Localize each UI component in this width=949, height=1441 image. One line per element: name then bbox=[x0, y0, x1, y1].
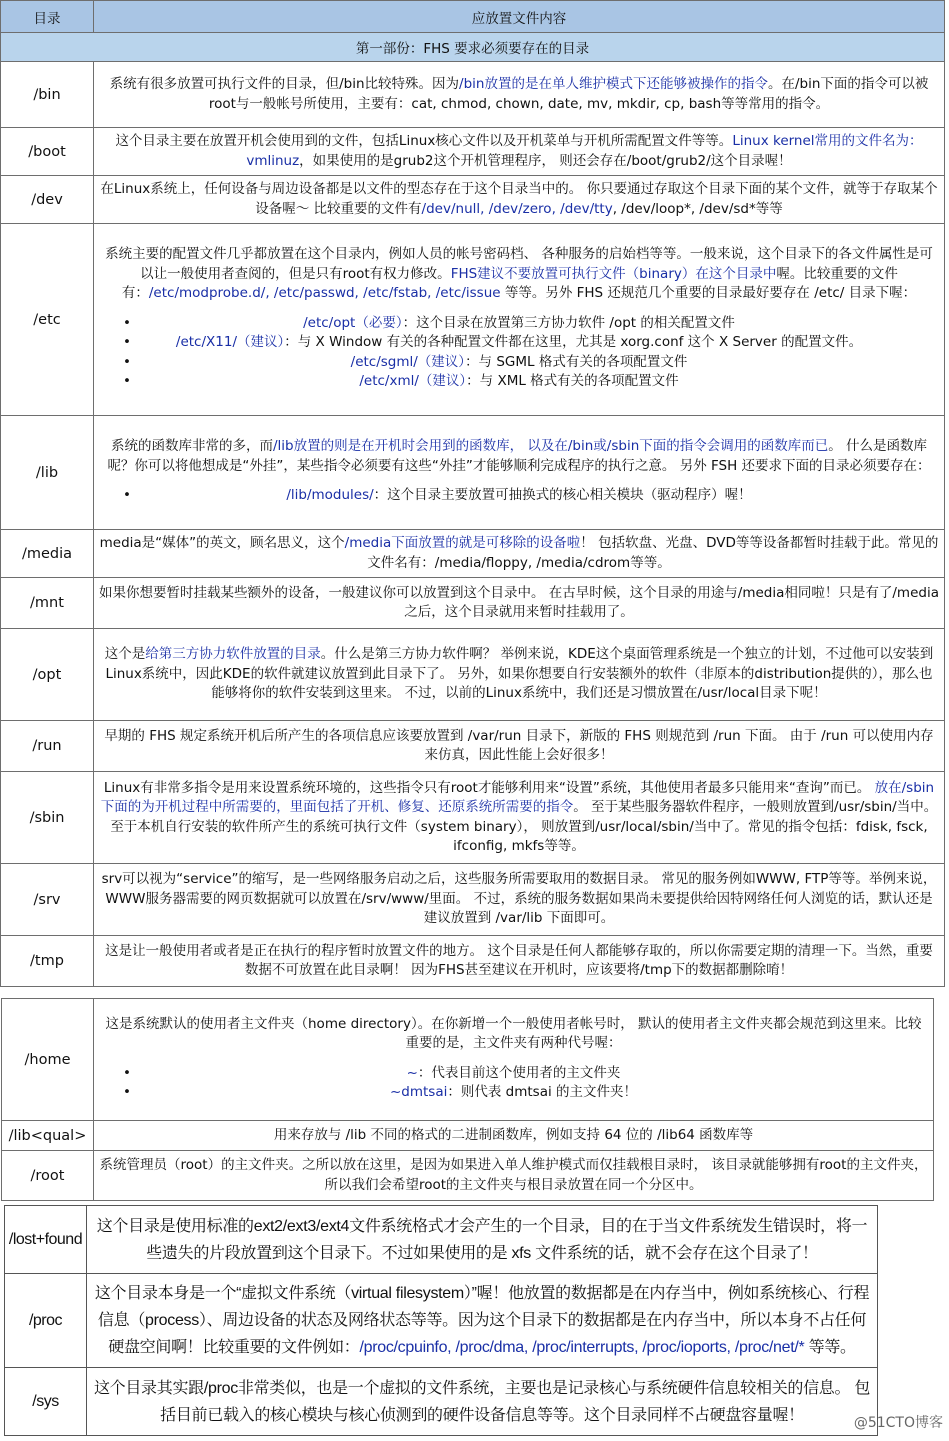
dir-name: /lost+found bbox=[5, 1206, 87, 1274]
dir-description: 在Linux系统上，任何设备与周边设备都是以文件的型态存在于这个目录当中的。 你只要通过存取这个目录下面的某个文件，就等于存取某个设备喔～ 比较重要的文件有/dev/null, /dev/zero, /dev/tty, /dev/loop*, /dev/sd*等等 bbox=[94, 176, 945, 224]
table-row-libqual bbox=[2, 1121, 934, 1151]
dir-description: 这是让一般使用者或者是正在执行的程序暂时放置文件的地方。 这个目录是任何人都能够存取的，所以你需要定期的清理一下。当然，重要数据不可放置在此目录啊！ 因为FHS甚至建议在开机时，应该要将/tmp下的数据都删除唷！ bbox=[94, 936, 945, 987]
list-item: • /lib/modules/：这个目录主要放置可抽换式的核心相关模块（驱动程序）喔！ bbox=[99, 486, 939, 506]
dir-description: 这个是给第三方协力软件放置的目录。什么是第三方协力软件啊？ 举例来说，KDE这个桌面管理系统是一个独立的计划，不过他可以安装到Linux系统中，因此KDE的软件就建议放置到此目录下了。 另外，如果你想要自行安装额外的软件（非原本的distribution提供的），那么也能够将你的软件安装到这里来。 不过，以前的Linux系统中，我们还是习惯放置在/usr/local目录下呢！ bbox=[94, 629, 945, 721]
header-content: 应放置文件内容 bbox=[94, 1, 945, 33]
dir-description: 如果你想要暂时挂载某些额外的设备，一般建议你可以放置到这个目录中。 在古早时候，这个目录的用途与/media相同啦！只是有了/media之后，这个目录就用来暂时挂载用了。 bbox=[94, 578, 945, 629]
dir-description: srv可以视为“service”的缩写，是一些网络服务启动之后，这些服务所需要取用的数据目录。 常见的服务例如WWW, FTP等等。举例来说，WWW服务器需要的网页数据就可以放置在/srv/www/里面。 不过，系统的服务数据如果尚未要提供给因特网络任何人浏览的话，默认还是建议放置到 /var/lib 下面即可。 bbox=[94, 864, 945, 936]
dir-description: 系统的函数库非常的多，而/lib放置的则是在开机时会用到的函数库， 以及在/bin或/sbin下面的指令会调用的函数库而已。 什么是函数库呢？你可以将他想成是“外挂”，某些指令必须要有这些“外挂”才能够顺利完成程序的执行之意。 另外 FSH 还要求下面的目录必须要存在： • /lib/modules/：这个目录主要放置可抽换式的核心相关模块（驱动程序）喔！ bbox=[94, 416, 945, 530]
table-row-root bbox=[2, 1151, 934, 1201]
list-item: • /etc/xml/（建议）：与 XML 格式有关的各项配置文件 bbox=[99, 372, 939, 392]
table-row-sbin bbox=[1, 772, 945, 864]
table-row-run bbox=[1, 721, 945, 772]
dir-name: /lib<qual> bbox=[2, 1121, 94, 1151]
section-title: 第一部份：FHS 要求必须要存在的目录 bbox=[1, 33, 945, 62]
dir-name: /sys bbox=[5, 1368, 87, 1436]
dir-description: 系统管理员（root）的主文件夹。之所以放在这里，是因为如果进入单人维护模式而仅挂载根目录时， 该目录就能够拥有root的主文件夹，所以我们会希望root的主文件夹与根目录放置在同一个分区中。 bbox=[94, 1151, 934, 1201]
dir-name: /opt bbox=[1, 629, 94, 721]
dir-description: 这个目录是使用标准的ext2/ext3/ext4文件系统格式才会产生的一个目录，目的在于当文件系统发生错误时，将一些遗失的片段放置到这个目录下。不过如果使用的是 xfs 文件系统的话，就不会存在这个目录了！ bbox=[87, 1206, 878, 1274]
table-row-mnt bbox=[1, 578, 945, 629]
list-item: • /etc/opt（必要）：这个目录在放置第三方协力软件 /opt 的相关配置文件 bbox=[99, 314, 939, 334]
table-row-media bbox=[1, 530, 945, 578]
table-header-row bbox=[1, 1, 945, 33]
table-row-dev bbox=[1, 176, 945, 224]
dir-description: 系统有很多放置可执行文件的目录，但/bin比较特殊。因为/bin放置的是在单人维护模式下还能够被操作的指令。在/bin下面的指令可以被root与一般帐号所使用，主要有：cat, chmod, chown, date, mv, mkdir, cp, bash等等常用的指令。 bbox=[94, 62, 945, 128]
table-row-home bbox=[2, 999, 934, 1121]
dir-name: /media bbox=[1, 530, 94, 578]
watermark: @51CTO博客 bbox=[853, 1415, 943, 1431]
table-row-boot bbox=[1, 128, 945, 176]
table-row-etc bbox=[1, 224, 945, 416]
fhs-directory-table-2 bbox=[1, 998, 934, 1201]
dir-description: media是“媒体”的英文，顾名思义，这个/media下面放置的就是可移除的设备啦！ 包括软盘、光盘、DVD等等设备都暂时挂载于此。常见的文件名有：/media/floppy, /media/cdrom等等。 bbox=[94, 530, 945, 578]
dir-name: /sbin bbox=[1, 772, 94, 864]
table-row-bin bbox=[1, 62, 945, 128]
dir-name: /dev bbox=[1, 176, 94, 224]
table-row-tmp bbox=[1, 936, 945, 987]
dir-name: /bin bbox=[1, 62, 94, 128]
table-row-srv bbox=[1, 864, 945, 936]
dir-name: /etc bbox=[1, 224, 94, 416]
dir-description: 早期的 FHS 规定系统开机后所产生的各项信息应该要放置到 /var/run 目录下，新版的 FHS 则规范到 /run 下面。 由于 /run 可以使用内存来仿真，因此性能上会好很多！ bbox=[94, 721, 945, 772]
dir-name: /lib bbox=[1, 416, 94, 530]
section-row bbox=[1, 33, 945, 62]
dir-name: /mnt bbox=[1, 578, 94, 629]
dir-description: 这个目录本身是一个“虚拟文件系统（virtual filesystem）”喔！他放置的数据都是在内存当中，例如系统核心、行程信息（process）、周边设备的状态及网络状态等等。因为这个目录下的数据都是在内存当中，所以本身不占任何硬盘空间啊！比较重要的文件例如：/proc/cpuinfo, /proc/dma, /proc/interrupts, /proc/ioports, /proc/net/* 等等。 bbox=[87, 1274, 878, 1368]
dir-description: 系统主要的配置文件几乎都放置在这个目录内，例如人员的帐号密码档、 各种服务的启始档等等。一般来说，这个目录下的各文件属性是可以让一般使用者查阅的，但是只有root有权力修改。FHS建议不要放置可执行文件（binary）在这个目录中喔。比较重要的文件有：/etc/modprobe.d/, /etc/passwd, /etc/fstab, /etc/issue 等等。另外 FHS 还规范几个重要的目录最好要存在 /etc/ 目录下喔： • /etc/opt（必要）：这个目录在放置第三方协力软件 /opt 的相关配置文件 • /etc/X11/（建议）：与 X Window 有关的各种配置文件都在这里，尤其是 xorg.conf 这个 X Server 的配置文件。 • /etc/sgml/（建议）：与 SGML 格式有关的各项配置文件 • /etc/xml/（建议）：与 XML 格式有关的各项配置文件 bbox=[94, 224, 945, 416]
dir-description: 用来存放与 /lib 不同的格式的二进制函数库，例如支持 64 位的 /lib64 函数库等 bbox=[94, 1121, 934, 1151]
table-row-opt bbox=[1, 629, 945, 721]
dir-name: /home bbox=[2, 999, 94, 1121]
home-code-list bbox=[99, 1064, 928, 1103]
dir-description: 这是系统默认的使用者主文件夹（home directory）。在你新增一个一般使用者帐号时， 默认的使用者主文件夹都会规范到这里来。比较重要的是，主文件夹有两种代号喔： • ~：代表目前这个使用者的主文件夹 • ~dmtsai：则代表 dmtsai 的主文件夹！ bbox=[94, 999, 934, 1121]
dir-description: Linux有非常多指令是用来设置系统环境的，这些指令只有root才能够利用来“设置”系统，其他使用者最多只能用来“查询”而已。 放在/sbin下面的为开机过程中所需要的，里面包括了开机、修复、还原系统所需要的指令。 至于某些服务器软件程序，一般则放置到/usr/sbin/当中。至于本机自行安装的软件所产生的系统可执行文件（system binary）， 则放置到/usr/local/sbin/当中了。常见的指令包括：fdisk, fsck, ifconfig, mkfs等等。 bbox=[94, 772, 945, 864]
dir-name: /run bbox=[1, 721, 94, 772]
table-row-proc bbox=[5, 1274, 878, 1368]
dir-name: /proc bbox=[5, 1274, 87, 1368]
dir-description: 这个目录主要在放置开机会使用到的文件，包括Linux核心文件以及开机菜单与开机所需配置文件等等。Linux kernel常用的文件名为：vmlinuz，如果使用的是grub2这个开机管理程序， 则还会存在/boot/grub2/这个目录喔！ bbox=[94, 128, 945, 176]
header-directory: 目录 bbox=[1, 1, 94, 33]
list-item: • ~：代表目前这个使用者的主文件夹 bbox=[99, 1064, 928, 1084]
list-item: • /etc/X11/（建议）：与 X Window 有关的各种配置文件都在这里，尤其是 xorg.conf 这个 X Server 的配置文件。 bbox=[99, 333, 939, 353]
table-row-sys bbox=[5, 1368, 878, 1436]
dir-name: /boot bbox=[1, 128, 94, 176]
list-item: • ~dmtsai：则代表 dmtsai 的主文件夹！ bbox=[99, 1083, 928, 1103]
lib-subdir-list bbox=[99, 486, 939, 506]
dir-description: 这个目录其实跟/proc非常类似，也是一个虚拟的文件系统，主要也是记录核心与系统硬件信息较相关的信息。 包括目前已载入的核心模块与核心侦测到的硬件设备信息等等。这个目录同样不占硬盘容量喔！ bbox=[87, 1368, 878, 1436]
dir-name: /srv bbox=[1, 864, 94, 936]
table-row-lost-found bbox=[5, 1206, 878, 1274]
list-item: • /etc/sgml/（建议）：与 SGML 格式有关的各项配置文件 bbox=[99, 353, 939, 373]
dir-name: /tmp bbox=[1, 936, 94, 987]
fhs-directory-table-3 bbox=[4, 1205, 878, 1436]
table-row-lib bbox=[1, 416, 945, 530]
dir-name: /root bbox=[2, 1151, 94, 1201]
etc-subdir-list bbox=[99, 314, 939, 392]
